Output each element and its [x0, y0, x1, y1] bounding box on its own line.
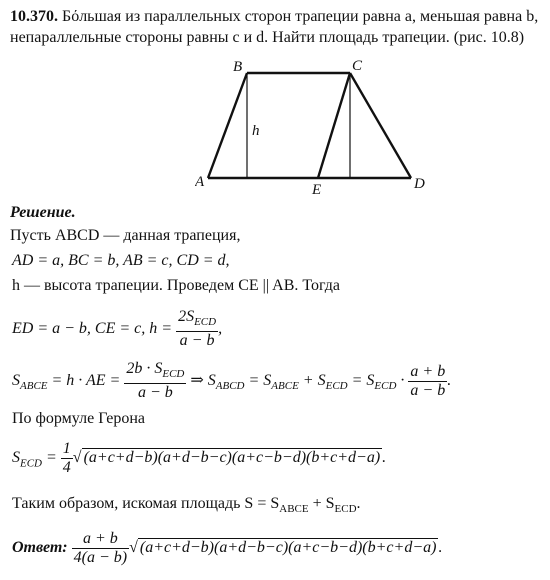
- conclusion-text: Таким образом, искомая площадь S = S: [12, 495, 280, 512]
- label-a: A: [195, 174, 205, 190]
- solution-line-4: ED = a − b, CE = c, h = $\frac{2S_{ECD}}{a - b}$ ,: [12, 308, 223, 350]
- eq-h-ae: = h · AE =: [51, 371, 121, 389]
- label-b: B: [233, 59, 243, 75]
- frac-h-num: 2S: [178, 308, 195, 325]
- implies-s-abcd: ⇒ S: [190, 371, 216, 389]
- fraction-2b: [124, 360, 186, 402]
- fraction-h: [176, 308, 218, 350]
- conclusion-sub-2: ECD: [334, 503, 357, 516]
- heron-radicand: (a+c+d−b)(a+d−b−c)(a+c−b−d)(b+c+d−a): [83, 449, 381, 467]
- fraction-answer: [72, 530, 129, 567]
- s-ecd-sub: ECD: [325, 379, 348, 392]
- s-abcd-sub: ABCD: [215, 379, 245, 392]
- frac-quarter-num: 1: [62, 440, 71, 457]
- answer-radicand: (a+c+d−b)(a+d−b−c)(a+c−b−d)(b+c+d−a): [139, 539, 437, 557]
- eq-s-ecd: = S: [351, 371, 375, 389]
- frac-ab-num: a + b: [410, 362, 446, 380]
- dot: ·: [400, 371, 405, 389]
- s-ecd-lhs-sub: ECD: [20, 457, 42, 470]
- solution-line-8: Таким образом, искомая площадь $S = S_{ABCE} + S_{ECD}$.: [12, 495, 361, 516]
- line4-lhs: ED = a − b, CE = c, h =: [12, 319, 173, 337]
- frac-2b-num-sub: ECD: [162, 368, 185, 381]
- trapezoid-lines: [208, 73, 411, 178]
- frac-ab-den: a − b: [410, 381, 446, 399]
- eq-sign: =: [46, 449, 57, 467]
- conclusion-sub-1: ABCE: [279, 503, 309, 516]
- label-d: D: [414, 176, 425, 192]
- frac-h-den: a − b: [179, 332, 215, 350]
- sqrt-icon: √: [72, 449, 82, 467]
- segment-ce: [318, 73, 350, 178]
- problem-statement: [10, 6, 540, 48]
- s-abce-sub: ABCE: [20, 379, 48, 392]
- frac-answer-den: 4(a − b): [73, 549, 128, 566]
- frac-2b-num: 2b · S: [126, 360, 163, 377]
- fraction-quarter: [61, 440, 73, 477]
- frac-2b-den: a − b: [137, 384, 173, 402]
- solution-line-2: AD = a, BC = b, AB = c, CD = d,: [12, 252, 230, 269]
- plus-s-ecd: + S: [302, 371, 326, 389]
- solution-line-3: h — высота трапеции. Проведем CE || AB. Тогда: [12, 277, 340, 294]
- frac-quarter-den: 4: [62, 459, 71, 476]
- answer-label: Ответ:: [12, 539, 68, 557]
- label-c: C: [352, 58, 363, 74]
- problem-number: 10.370.: [10, 8, 58, 25]
- fraction-ab: [408, 363, 447, 400]
- label-h: h: [252, 123, 260, 139]
- sqrt-icon-answer: √: [129, 539, 138, 557]
- label-e: E: [312, 182, 322, 198]
- solution-heading: Решение.: [10, 204, 76, 221]
- conclusion-plus: + S: [312, 495, 335, 512]
- solution-line-7: $S_{ECD}$ = $\frac{1}{4}$ √ (a+c+d−b)(a+d−b−c)(a+c−b−d)(b+c+d−a) .: [12, 440, 387, 476]
- answer-line: Ответ: $\frac{a + b}{4(a - b)}$ √ (a+c+d−b)(a+d−b−c)(a+c−b−d)(b+c+d−a) .: [12, 530, 443, 566]
- trapezoid-figure: [195, 55, 435, 205]
- s-ecd-lhs: S: [12, 449, 20, 467]
- s-ecd-sub-2: ECD: [374, 379, 397, 392]
- problem-text: Бόльшая из параллельных сторон трапеции равна a, меньшая равна b, непараллельные стороны равны c и d. Найти площадь трапеции. (рис. 10.8): [10, 8, 539, 46]
- s-abce: S: [12, 371, 20, 389]
- solution-line-1: Пусть ABCD — данная трапеция,: [10, 227, 241, 244]
- solution-line-5: $S_{ABCE} = h$ · AE = $\frac{2b \cdot S_{ECD}}{a - b}$ ⇒ $S_{ABCD} = S_{ABCE} + S_{ECD} = S_{ECD}$ · $\frac{a + b}{a - b}$ .: [12, 360, 452, 402]
- eq-s-abce: = S: [248, 371, 272, 389]
- side-ab: [208, 73, 247, 178]
- frac-h-num-sub: ECD: [194, 316, 217, 329]
- s-abce-sub-2: ABCE: [271, 379, 299, 392]
- solution-line-6: По формуле Герона: [12, 410, 145, 427]
- frac-answer-num: a + b: [72, 530, 129, 549]
- side-cd: [350, 73, 411, 178]
